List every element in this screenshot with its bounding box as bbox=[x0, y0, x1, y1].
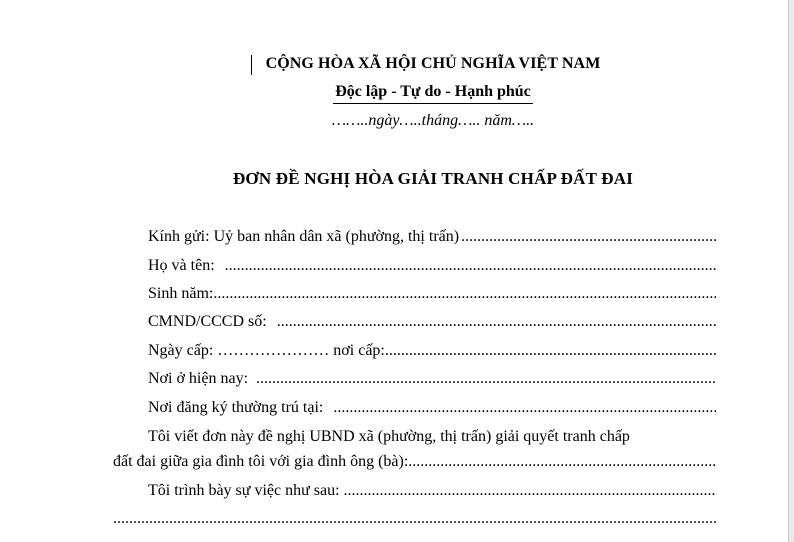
recipient-blank[interactable] bbox=[461, 228, 716, 246]
window-right-edge bbox=[788, 0, 794, 542]
full-name-field[interactable] bbox=[148, 257, 716, 279]
full-name-label: Họ và tên: bbox=[148, 257, 215, 274]
opposing-family-label: đất đai giữa gia đình tôi với gia đình ông (bà): bbox=[113, 453, 409, 470]
id-number-label: CMND/CCCD số: bbox=[148, 313, 267, 330]
permanent-address-label: Nơi đăng ký thường trú tại: bbox=[148, 399, 324, 416]
statement-label: Tôi trình bày sự việc như sau: bbox=[148, 482, 340, 499]
national-title: CỘNG HÒA XÃ HỘI CHỦ NGHĨA VIỆT NAM bbox=[265, 55, 601, 72]
statement-blank[interactable] bbox=[344, 482, 716, 500]
opposing-family-field[interactable] bbox=[113, 453, 716, 475]
statement-field[interactable] bbox=[148, 482, 716, 504]
current-address-label: Nơi ở hiện nay: bbox=[148, 370, 249, 387]
recipient-field[interactable] bbox=[148, 228, 716, 250]
statement-continuation-blank[interactable] bbox=[113, 510, 716, 528]
id-number-blank[interactable] bbox=[277, 313, 716, 331]
permanent-address-blank[interactable] bbox=[333, 399, 716, 417]
id-number-field[interactable] bbox=[148, 313, 716, 335]
issue-date-field[interactable] bbox=[148, 342, 716, 364]
statement-continuation[interactable] bbox=[113, 510, 716, 532]
issue-date-label: Ngày cấp: ………………… nơi cấp: bbox=[148, 342, 385, 359]
date-line: ……..ngày…..tháng….. năm….. bbox=[331, 112, 535, 129]
document-title: ĐƠN ĐỀ NGHỊ HÒA GIẢI TRANH CHẤP ĐẤT ĐAI bbox=[232, 169, 634, 188]
birth-year-label: Sinh năm: bbox=[148, 285, 214, 302]
birth-year-blank[interactable] bbox=[213, 285, 716, 303]
full-name-blank[interactable] bbox=[225, 257, 716, 275]
permanent-address-field[interactable] bbox=[148, 399, 716, 421]
issue-place-blank[interactable] bbox=[385, 342, 716, 360]
national-motto: Độc lập - Tự do - Hạnh phúc bbox=[333, 83, 533, 104]
opposing-family-blank[interactable] bbox=[408, 453, 716, 471]
current-address-field[interactable] bbox=[148, 370, 716, 392]
request-line-1: Tôi viết đơn này đề nghị UBND xã (phường, thị trấn) giải quyết tranh chấp bbox=[148, 428, 630, 445]
motto-wrapper bbox=[0, 83, 794, 104]
birth-year-field[interactable] bbox=[148, 285, 716, 307]
current-address-blank[interactable] bbox=[256, 370, 716, 388]
recipient-label: Kính gửi: Uỷ ban nhân dân xã (phường, thị trấn) bbox=[148, 228, 460, 245]
